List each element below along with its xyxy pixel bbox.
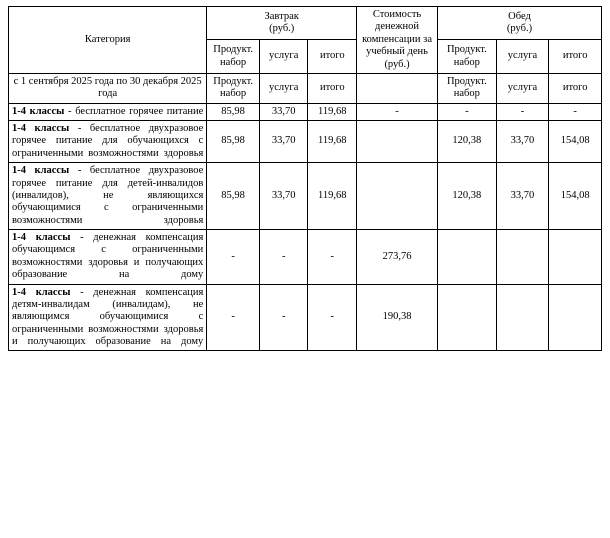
cell-compensation: 190,38 bbox=[357, 284, 438, 351]
cell-breakfast-total: - bbox=[308, 284, 357, 351]
table-period-row bbox=[9, 73, 602, 103]
period-label: с 1 сентября 2025 года по 30 декабря 2025 года bbox=[9, 73, 207, 103]
table-row bbox=[9, 230, 602, 285]
table-row bbox=[9, 103, 602, 120]
row-category bbox=[9, 230, 207, 285]
row-category-rest: - бесплатное горячее питание bbox=[64, 105, 204, 117]
subheader-lunch-service: услуга bbox=[496, 40, 549, 73]
cell-lunch-product: 120,38 bbox=[438, 163, 497, 230]
cell-breakfast-product: 85,98 bbox=[207, 163, 260, 230]
cell-breakfast-service: - bbox=[259, 230, 308, 285]
subheader-breakfast-total: итого bbox=[308, 40, 357, 73]
row-category bbox=[9, 103, 207, 120]
cell-breakfast-product: - bbox=[207, 284, 260, 351]
cell-lunch-service: 33,70 bbox=[496, 163, 549, 230]
cell-lunch-total: - bbox=[549, 103, 602, 120]
table-row bbox=[9, 284, 602, 351]
table-header-row bbox=[9, 7, 602, 40]
period-compensation-blank bbox=[357, 73, 438, 103]
cell-compensation: 273,76 bbox=[357, 230, 438, 285]
cell-breakfast-product: 85,98 bbox=[207, 103, 260, 120]
cell-breakfast-service: 33,70 bbox=[259, 121, 308, 163]
cell-breakfast-product: 85,98 bbox=[207, 121, 260, 163]
period-breakfast-product: Продукт. набор bbox=[207, 73, 260, 103]
cell-compensation bbox=[357, 121, 438, 163]
cell-breakfast-total: 119,68 bbox=[308, 163, 357, 230]
row-category-bold: 1-4 классы bbox=[12, 286, 71, 298]
cell-lunch-service bbox=[496, 230, 549, 285]
cell-breakfast-product: - bbox=[207, 230, 260, 285]
cell-compensation: - bbox=[357, 103, 438, 120]
cell-lunch-total: 154,08 bbox=[549, 121, 602, 163]
period-lunch-product: Продукт. набор bbox=[438, 73, 497, 103]
table-row bbox=[9, 163, 602, 230]
period-lunch-total: итого bbox=[549, 73, 602, 103]
cell-compensation bbox=[357, 163, 438, 230]
cell-breakfast-service: 33,70 bbox=[259, 103, 308, 120]
header-lunch-unit: (руб.) bbox=[506, 23, 533, 35]
meal-cost-table bbox=[8, 6, 602, 351]
header-breakfast-label: Завтрак bbox=[264, 10, 299, 22]
cell-lunch-product bbox=[438, 230, 497, 285]
period-lunch-service: услуга bbox=[496, 73, 549, 103]
header-breakfast bbox=[207, 7, 357, 40]
header-compensation: Стоимость денежной компенсации за учебный день (руб.) bbox=[357, 7, 438, 74]
table-row bbox=[9, 121, 602, 163]
subheader-breakfast-product: Продукт. набор bbox=[207, 40, 260, 73]
row-category bbox=[9, 121, 207, 163]
header-lunch-label: Обед bbox=[508, 10, 531, 22]
row-category-bold: 1-4 классы bbox=[12, 123, 70, 134]
cell-lunch-total bbox=[549, 230, 602, 285]
subheader-lunch-product: Продукт. набор bbox=[438, 40, 497, 73]
cell-breakfast-total: 119,68 bbox=[308, 103, 357, 120]
row-category-rest: - бесплатное двухразовое горячее питание для детей-инвалидов (инвалидов), не являющихся обучающимися с ограниченными возможностями здоровья bbox=[12, 165, 204, 226]
period-breakfast-service: услуга bbox=[259, 73, 308, 103]
header-breakfast-unit: (руб.) bbox=[269, 23, 295, 35]
cell-lunch-service: 33,70 bbox=[496, 121, 549, 163]
period-breakfast-total: итого bbox=[308, 73, 357, 103]
header-lunch bbox=[438, 7, 602, 40]
cell-breakfast-total: 119,68 bbox=[308, 121, 357, 163]
subheader-breakfast-service: услуга bbox=[259, 40, 308, 73]
subheader-lunch-total: итого bbox=[549, 40, 602, 73]
cell-breakfast-service: 33,70 bbox=[259, 163, 308, 230]
cell-lunch-service: - bbox=[496, 103, 549, 120]
row-category-rest: - бесплатное двухразовое горячее питание для обучающихся с ограниченными возможностями здоровья bbox=[12, 123, 204, 159]
row-category bbox=[9, 163, 207, 230]
cell-lunch-product: 120,38 bbox=[438, 121, 497, 163]
cell-breakfast-total: - bbox=[308, 230, 357, 285]
row-category bbox=[9, 284, 207, 351]
row-category-rest: - денежная компенсация детям-инвалидам (инвалидам), не являющимся обучающимися с ограниченными возможностями здоровья и получающих образование на дому bbox=[12, 286, 204, 347]
cell-lunch-service bbox=[496, 284, 549, 351]
row-category-bold: 1-4 классы bbox=[12, 165, 70, 177]
cell-lunch-product bbox=[438, 284, 497, 351]
row-category-bold: 1-4 классы bbox=[12, 105, 65, 117]
row-category-bold: 1-4 классы bbox=[12, 232, 71, 243]
header-category: Категория bbox=[9, 7, 207, 74]
cell-breakfast-service: - bbox=[259, 284, 308, 351]
cell-lunch-total bbox=[549, 284, 602, 351]
cell-lunch-total: 154,08 bbox=[549, 163, 602, 230]
row-category-rest: - денежная компенсация обучающимся с ограниченными возможностями здоровья и получающих образование на дому bbox=[12, 232, 204, 281]
cell-lunch-product: - bbox=[438, 103, 497, 120]
